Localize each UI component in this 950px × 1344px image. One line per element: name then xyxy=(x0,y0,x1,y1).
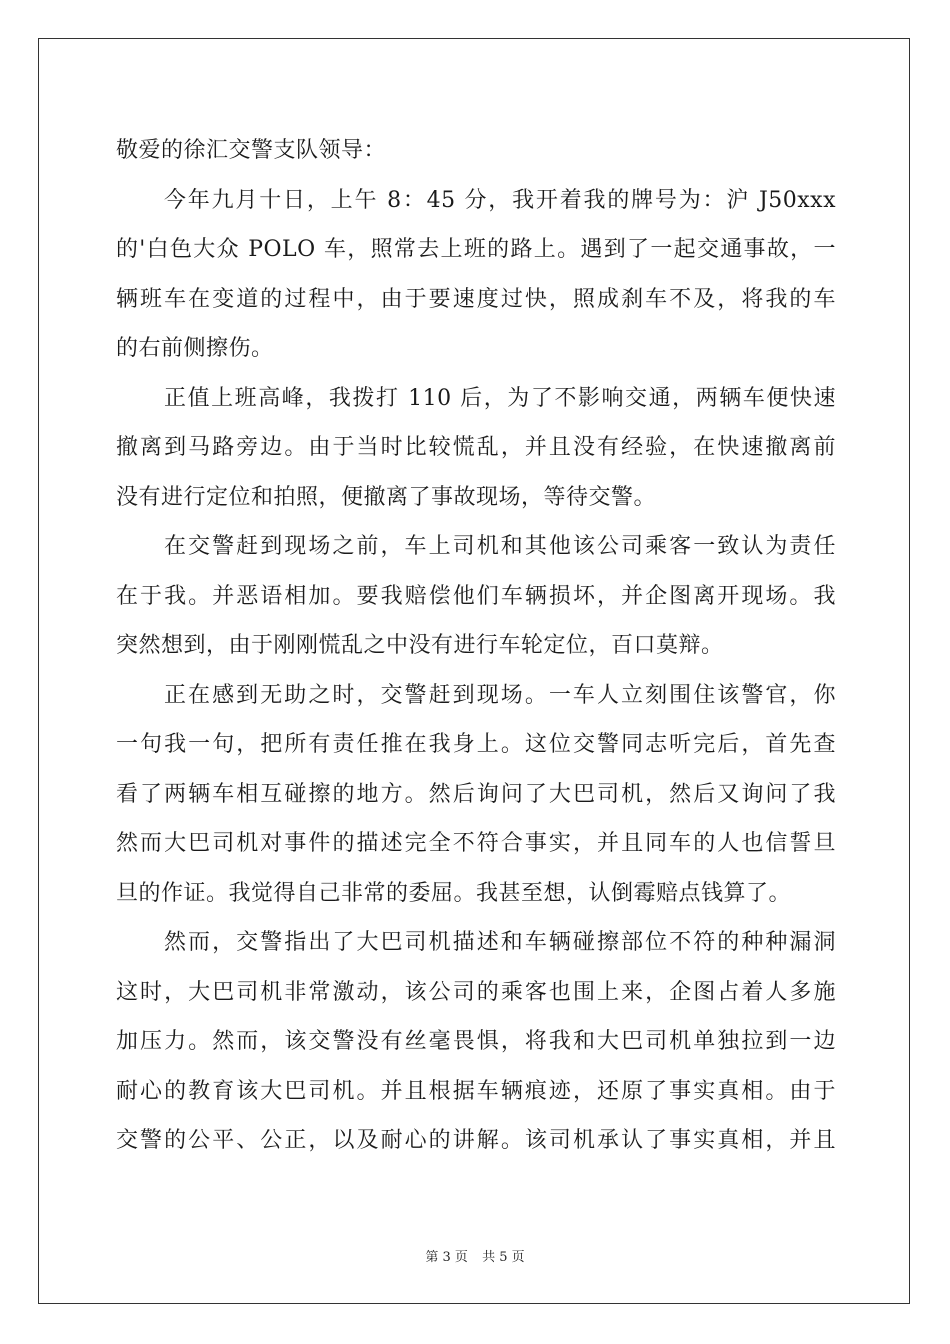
text-line: 的右前侧擦伤。 xyxy=(116,336,274,361)
paragraph-1 xyxy=(116,176,836,374)
text-line: 正值上班高峰，我拨打 110 后，为了不影响交通，两辆车便快速 xyxy=(164,385,836,411)
page-number-total: 共 5 页 xyxy=(482,1250,525,1265)
paragraph-5 xyxy=(116,918,836,1166)
text-line: 然而，交警指出了大巴司机描述和车辆碰擦部位不符的种种漏洞 xyxy=(164,930,836,955)
paragraph-4 xyxy=(116,671,836,919)
text-line: 耐心的教育该大巴司机。并且根据车辆痕迹，还原了事实真相。由于 xyxy=(116,1078,836,1104)
text-line: 一句我一句，把所有责任推在我身上。这位交警同志听完后，首先查 xyxy=(116,732,836,757)
paragraph-3 xyxy=(116,522,836,671)
text-line: 然而大巴司机对事件的描述完全不符合事实，并且同车的人也信誓旦 xyxy=(116,831,836,856)
text-line: 突然想到，由于刚刚慌乱之中没有进行车轮定位，百口莫辩。 xyxy=(116,633,724,658)
text-line: 旦的作证。我觉得自己非常的委屈。我甚至想，认倒霉赔点钱算了。 xyxy=(116,880,792,906)
text-line: 这时，大巴司机非常激动，该公司的乘客也围上来，企图占着人多施 xyxy=(116,979,836,1005)
text-line: 加压力。然而，该交警没有丝毫畏惧，将我和大巴司机单独拉到一边 xyxy=(116,1029,836,1054)
text-line: 正在感到无助之时，交警赶到现场。一车人立刻围住该警官，你 xyxy=(164,682,836,708)
text-line: 没有进行定位和拍照，便撤离了事故现场，等待交警。 xyxy=(116,484,657,510)
page-footer xyxy=(0,1246,950,1265)
text-line: 辆班车在变道的过程中，由于要速度过快，照成刹车不及，将我的车 xyxy=(116,286,836,312)
text-line: 在于我。并恶语相加。要我赔偿他们车辆损坏，并企图离开现场。我 xyxy=(116,583,836,609)
text-line: 撤离到马路旁边。由于当时比较慌乱，并且没有经验，在快速撤离前 xyxy=(116,435,836,460)
text-line: 交警的公平、公正，以及耐心的讲解。该司机承认了事实真相，并且 xyxy=(116,1128,836,1153)
text-line: 今年九月十日，上午 8：45 分，我开着我的牌号为：沪 J50xxx xyxy=(164,187,836,213)
letter-body xyxy=(116,126,836,1166)
text-line: 在交警赶到现场之前，车上司机和其他该公司乘客一致认为责任 xyxy=(164,534,836,559)
text-line: 的'白色大众 POLO 车，照常去上班的路上。遇到了一起交通事故，一 xyxy=(116,237,836,262)
salutation: 敬爱的徐汇交警支队领导： xyxy=(116,138,387,163)
text-line: 看了两辆车相互碰擦的地方。然后询问了大巴司机，然后又询问了我 xyxy=(116,781,836,807)
page-number-current: 第 3 页 xyxy=(425,1250,468,1265)
paragraph-2 xyxy=(116,374,836,523)
